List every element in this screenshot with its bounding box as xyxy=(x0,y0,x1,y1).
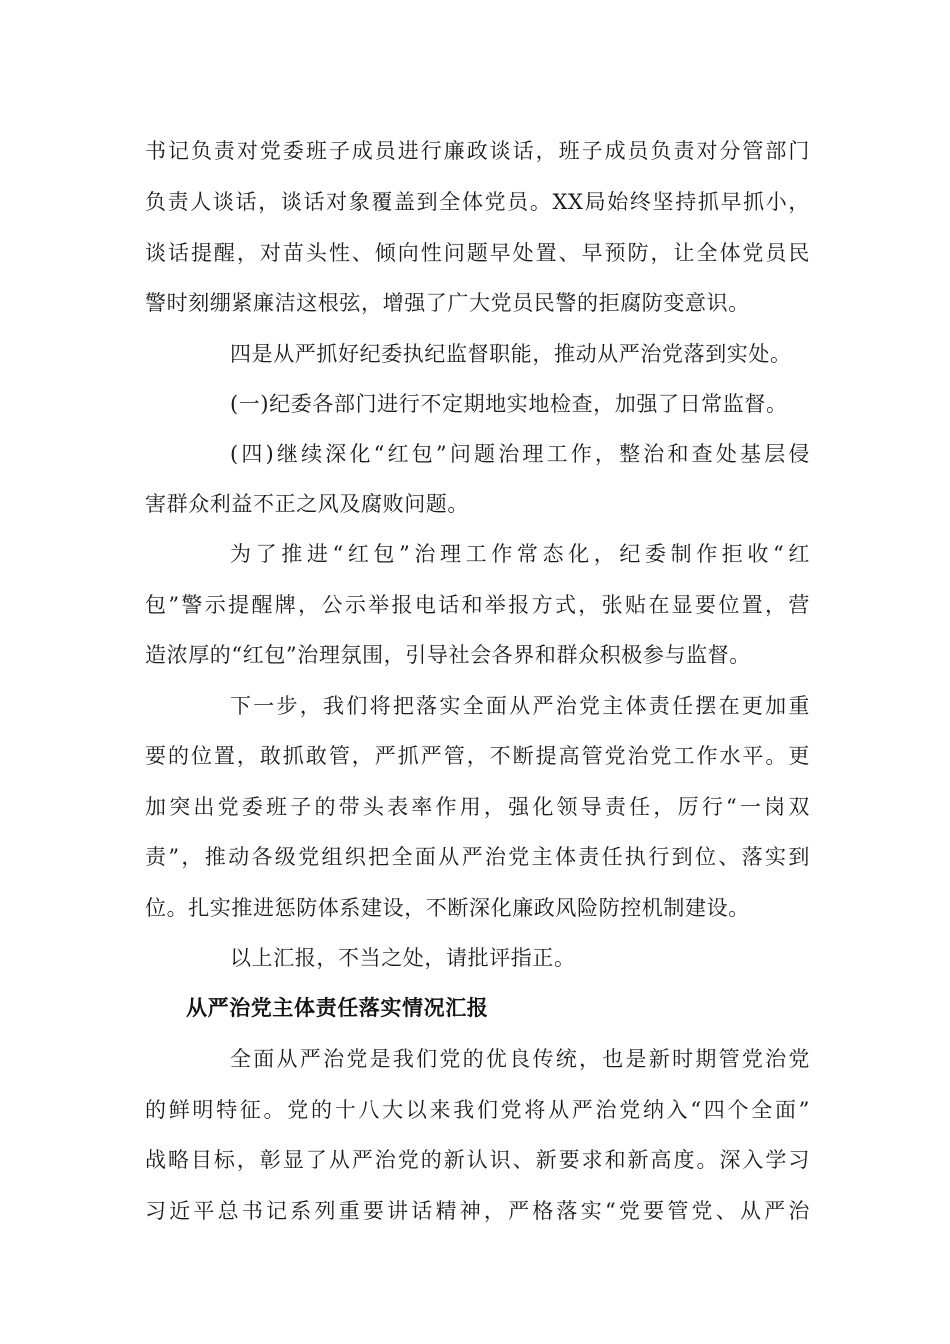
paragraph-line: 包”警示提醒牌，公示举报电话和举报方式，张贴在显要位置，营 xyxy=(145,593,810,617)
paragraph-line: 习近平总书记系列重要讲话精神，严格落实“党要管党、从严治 xyxy=(145,1199,810,1223)
paragraph-line: 负责人谈话，谈话对象覆盖到全体党员。XX局始终坚持抓早抓小， xyxy=(145,190,810,214)
paragraph-line: 责”，推动各级党组织把全面从严治党主体责任执行到位、落实到 xyxy=(145,845,810,869)
paragraph-line: 书记负责对党委班子成员进行廉政谈话，班子成员负责对分管部门 xyxy=(145,139,810,163)
paragraph-line: (四)继续深化“红包”问题治理工作，整治和查处基层侵 xyxy=(230,442,810,466)
paragraph-line: 谈话提醒，对苗头性、倾向性问题早处置、早预防，让全体党员民 xyxy=(145,241,810,265)
section-heading: 从严治党主体责任落实情况汇报 xyxy=(186,996,489,1020)
paragraph-line: 战略目标，彰显了从严治党的新认识、新要求和新高度。深入学习 xyxy=(145,1148,810,1172)
paragraph-line: 警时刻绷紧廉洁这根弦，增强了广大党员民警的拒腐防变意识。 xyxy=(145,291,750,315)
paragraph-line: 全面从严治党是我们党的优良传统，也是新时期管党治党 xyxy=(230,1047,810,1071)
paragraph-line: 的鲜明特征。党的十八大以来我们党将从严治党纳入“四个全面” xyxy=(145,1098,810,1122)
paragraph-line: 位。扎实推进惩防体系建设，不断深化廉政风险防控机制建设。 xyxy=(145,896,750,920)
paragraph-line: 四是从严抓好纪委执纪监督职能，推动从严治党落到实处。 xyxy=(230,342,792,366)
paragraph-line: 加突出党委班子的带头表率作用，强化领导责任，厉行“一岗双 xyxy=(145,795,810,819)
paragraph-line: 害群众利益不正之风及腐败问题。 xyxy=(145,492,469,516)
paragraph-line: 造浓厚的“红包”治理氛围，引导社会各界和群众积极参与监督。 xyxy=(145,643,751,667)
paragraph-line: (一)纪委各部门进行不定期地实地检查，加强了日常监督。 xyxy=(230,392,788,416)
paragraph-line: 下一步，我们将把落实全面从严治党主体责任摆在更加重 xyxy=(230,694,810,718)
paragraph-line: 以上汇报，不当之处，请批评指正。 xyxy=(230,946,576,970)
paragraph-line: 要的位置，敢抓敢管，严抓严管，不断提高管党治党工作水平。更 xyxy=(145,744,810,768)
paragraph-line: 为了推进“红包”治理工作常态化，纪委制作拒收“红 xyxy=(230,542,810,566)
